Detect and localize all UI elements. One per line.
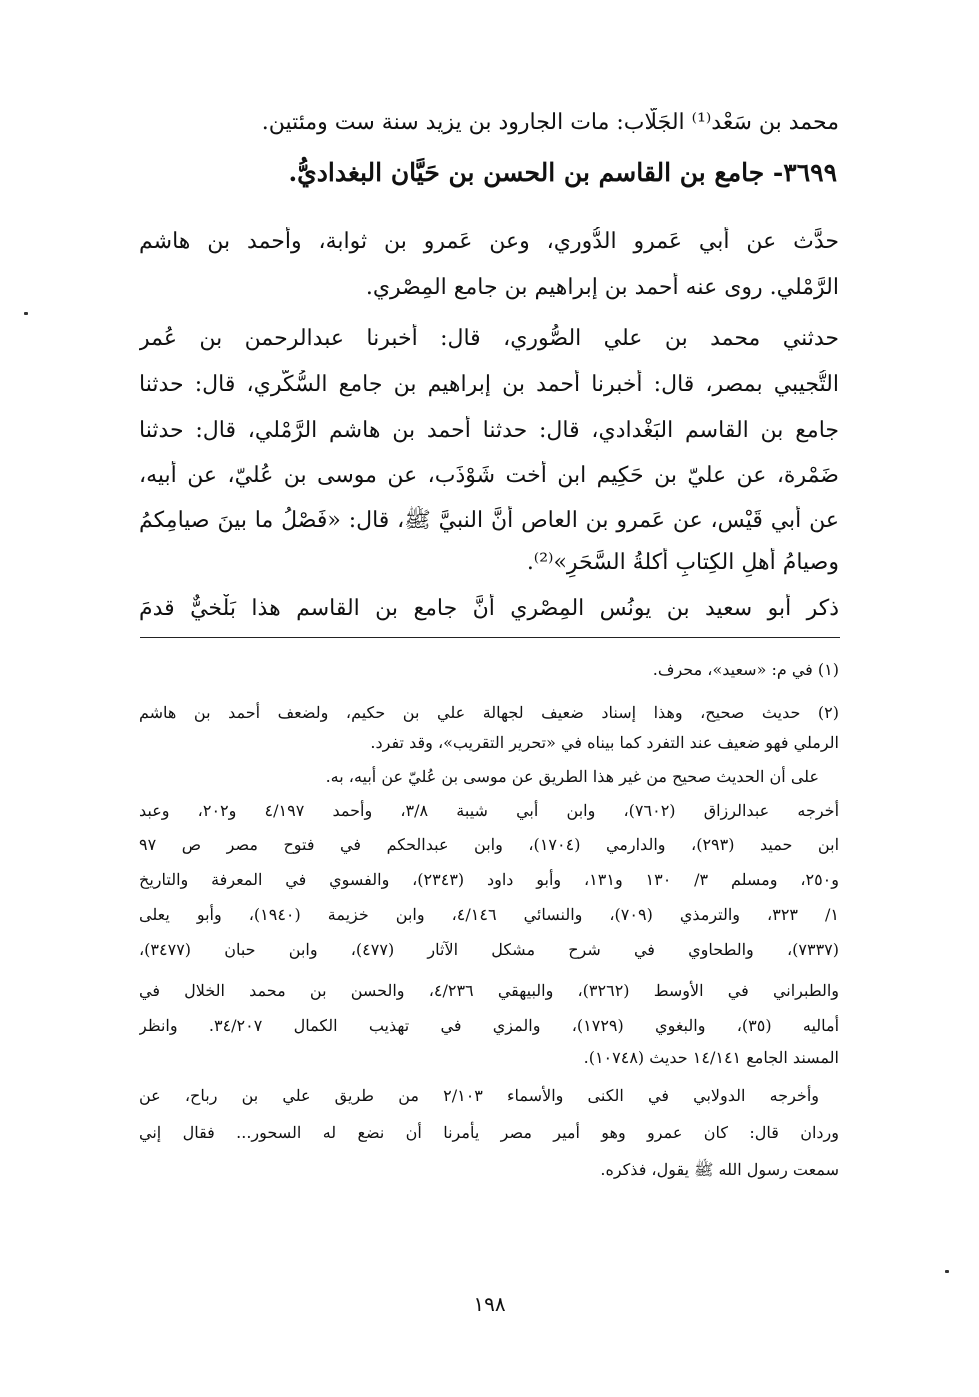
scan-speck	[24, 312, 28, 315]
body-line: حدثني محمد بن علي الصُّوري، قال: أخبرنا عبدالرحمن بن عُمر	[139, 326, 839, 351]
body-line: التُّجيبي بمصر، قال: أخبرنا أحمد بن إبراهيم بن جامع السُّكَّري، قال: حدثنا	[139, 372, 839, 397]
footnote-line: والطبراني في الأوسط (٣٢٦٢)، والبيهقي ٤/٢٣٦، والحسن بن محمد الخلال في	[139, 981, 839, 1000]
footnote-line: وأخرجه الدولابي في الكنى والأسماء ٢/١٠٣ من طريق علي بن رباح، عن	[139, 1086, 819, 1105]
body-line: جامع بن القاسم البَغْدادي، قال: حدثنا أحمد بن هاشم الرَّمْلي، قال: حدثنا	[139, 418, 839, 443]
continuation-line: محمد بن سَعْد⁽¹⁾ الجَلّاب: مات الجارود بن يزيد سنة ست ومئتين.	[261, 110, 839, 135]
body-line: ضَمْرة، عن عليّ بن حَكِيم ابن أخت شَوْذَب، عن موسى بن عُليّ، عن أبيه،	[139, 463, 839, 488]
footnote-line: على أن الحديث صحيح من غير هذا الطريق عن موسى بن عُليّ عن أبيه، به.	[325, 767, 819, 786]
body-line: حدَّث عن أبي عَمرو الدُّوري، وعن عَمرو بن ثوابة، وأحمد بن هاشم	[139, 229, 839, 254]
footnote-line: سمعت رسول الله ﷺ يقول، فذكره.	[600, 1160, 839, 1179]
footnote-line: أماليه (٣٥)، والبغوي (١٧٢٩)، والمزي في تهذيب الكمال ٣٤/٢٠٧. وانظر	[139, 1016, 839, 1035]
body-line: الرَّمْلي. روى عنه أحمد بن إبراهيم بن جامع المِصْري.	[365, 275, 839, 300]
scan-speck	[945, 1270, 949, 1273]
footnote-line: (١) في م: «سعيد»، محرف.	[652, 660, 839, 679]
footnote-line: المسند الجامع ١٤/١٤١ حديث (١٠٧٤٨).	[583, 1048, 839, 1067]
body-line: وصيامُ أهلِ الكِتابِ أكلةُ السَّحَرِ»⁽²⁾.	[526, 550, 839, 575]
footnote-line: الرملي فهو ضعيف عند التفرد كما بيناه في «تحرير التقريب»، وقد تفرد.	[370, 733, 839, 752]
footnote-line: و٢٥٠، ومسلم ٣/ ١٣٠ و١٣١، وأبو داود (٢٣٤٣)، والفسوي في المعرفة والتاريخ	[139, 870, 839, 889]
footnote-line: وردان قال: كان عمرو وهو أمير مصر يأمرنا أن نضع له السحور... فقال إني	[139, 1123, 839, 1142]
entry-heading: ٣٦٩٩- جامع بن القاسم بن الحسن بن حَيَّان البغداديُّ.	[288, 158, 837, 187]
footnote-line: ١/ ٣٢٣، والترمذي (٧٠٩)، والنسائي ٤/١٤٦، وابن خزيمة (١٩٤٠)، وأبو يعلى	[139, 905, 839, 924]
footnote-line: (٧٣٣٧)، والطحاوي في شرح مشكل الآثار (٤٧٧)، وابن حبان (٣٤٧٧)،	[139, 940, 839, 959]
footnote-line: ابن حميد (٢٩٣)، والدارمي (١٧٠٤)، وابن عبدالحكم في فتوح مصر ص ٩٧	[139, 835, 839, 854]
body-line: ذكر أبو سعيد بن يونُس المِصْري أنَّ جامع بن القاسم هذا بَلْخيٌّ قدمَ	[139, 596, 839, 621]
footnote-separator	[140, 637, 840, 638]
page-number: ١٩٨	[473, 1292, 506, 1316]
body-line: عن أبي قَيْس، عن عَمرو بن العاص أنَّ النبيَّ ﷺ، قال: «فَصْلُ ما بينَ صيامِكمُ	[139, 508, 839, 533]
footnote-line: أخرجه عبدالرزاق (٧٦٠٢)، وابن أبي شيبة ٣/٨، وأحمد ٤/١٩٧ و٢٠٢، وعبد	[139, 801, 839, 820]
footnote-line: (٢) حديث صحيح، وهذا إسناد ضعيف لجهالة علي بن حكيم، ولضعف أحمد بن هاشم	[139, 703, 839, 722]
